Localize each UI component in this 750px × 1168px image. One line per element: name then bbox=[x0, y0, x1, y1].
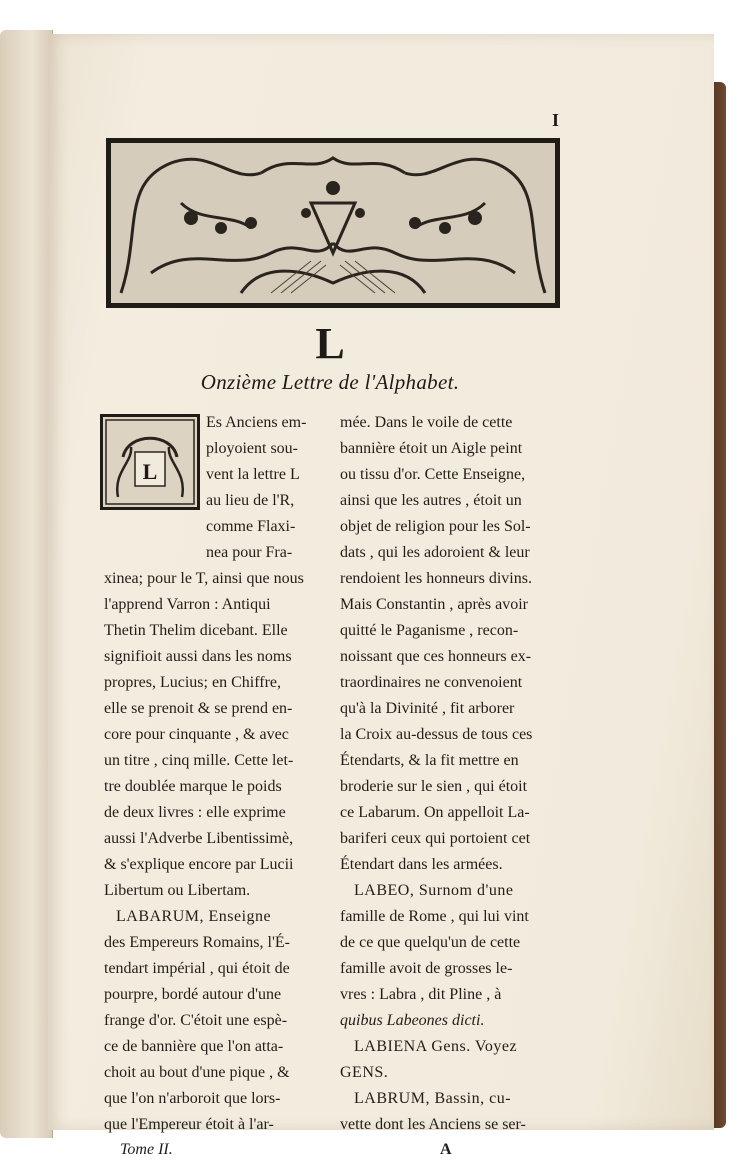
initial-letter: L bbox=[142, 459, 158, 484]
left-line-11: propres, Lucius; en Chiffre, bbox=[104, 674, 281, 691]
right-line-25: LABIENA Gens. Voyez bbox=[354, 1038, 518, 1055]
right-line-21: de ce que quelqu'un de cette bbox=[340, 934, 521, 951]
right-line-28: vette dont les Anciens se ser- bbox=[340, 1116, 526, 1133]
right-line-19: LABEO, Surnom d'une bbox=[354, 882, 514, 899]
left-line-23: pourpre, bordé autour d'une bbox=[104, 986, 282, 1003]
left-line-24: frange d'or. C'étoit une espè- bbox=[104, 1012, 288, 1029]
page-number: I bbox=[552, 110, 560, 130]
left-line-28: que l'Empereur étoit à l'ar- bbox=[104, 1116, 274, 1133]
signature-mark: A bbox=[440, 1141, 452, 1158]
left-line-18: & s'explique encore par Lucii bbox=[104, 856, 294, 873]
right-line-26: GENS. bbox=[340, 1064, 389, 1081]
right-line-10: noissant que ces honneurs ex- bbox=[340, 648, 532, 665]
left-line-6: nea pour Fra- bbox=[206, 544, 293, 561]
left-line-2: ployoient sou- bbox=[206, 440, 298, 457]
right-line-23: vres : Labra , dit Pline , à bbox=[340, 986, 502, 1003]
section-subtitle: Onzième Lettre de l'Alphabet. bbox=[200, 370, 460, 394]
right-line-15: broderie sur le sien , qui étoit bbox=[340, 778, 528, 795]
left-line-13: core pour cinquante , & avec bbox=[104, 726, 289, 743]
volume-footer: Tome II. bbox=[120, 1141, 173, 1158]
left-line-4: au lieu de l'R, bbox=[206, 492, 295, 509]
left-line-16: de deux livres : elle exprime bbox=[104, 804, 286, 821]
left-line-17: aussi l'Adverbe Libentissimè, bbox=[104, 830, 294, 847]
right-line-3: ou tissu d'or. Cette Enseigne, bbox=[340, 466, 526, 483]
right-line-8: Mais Constantin , après avoir bbox=[340, 596, 528, 613]
ornamental-headpiece bbox=[106, 138, 560, 308]
left-line-12: elle se prenoit & se prend en- bbox=[104, 700, 293, 717]
right-line-20: famille de Rome , qui lui vint bbox=[340, 908, 529, 925]
right-line-24: quibus Labeones dicti. bbox=[340, 1012, 485, 1029]
left-line-22: tendart impérial , qui étoit de bbox=[104, 960, 290, 977]
left-line-7: xinea; pour le T, ainsi que nous bbox=[104, 570, 304, 587]
headpiece-ornament-icon bbox=[111, 143, 555, 303]
right-line-1: mée. Dans le voile de cette bbox=[340, 414, 513, 431]
left-line-19: Libertum ou Libertam. bbox=[104, 882, 251, 899]
right-line-7: rendoient les honneurs divins. bbox=[340, 570, 532, 587]
left-line-10: signifioit aussi dans les noms bbox=[104, 648, 292, 665]
left-line-1: Es Anciens em- bbox=[206, 414, 307, 431]
right-line-4: ainsi que les autres , étoit un bbox=[340, 492, 522, 509]
right-line-16: ce Labarum. On appelloit La- bbox=[340, 804, 530, 821]
left-line-27: que l'on n'arboroit que lors- bbox=[104, 1090, 281, 1107]
left-line-5: comme Flaxi- bbox=[206, 518, 296, 535]
decorated-initial bbox=[100, 414, 200, 510]
right-line-5: objet de religion pour les Sol- bbox=[340, 518, 531, 535]
left-line-8: l'apprend Varron : Antiqui bbox=[104, 596, 271, 613]
right-line-13: la Croix au-dessus de tous ces bbox=[340, 726, 533, 743]
initial-ornament-icon bbox=[103, 417, 197, 507]
section-letter: L bbox=[315, 319, 345, 368]
right-line-2: bannière étoit un Aigle peint bbox=[340, 440, 523, 457]
right-line-18: Étendart dans les armées. bbox=[340, 856, 503, 873]
right-line-6: dats , qui les adoroient & leur bbox=[340, 544, 530, 561]
right-line-27: LABRUM, Bassin, cu- bbox=[354, 1090, 512, 1107]
left-line-21: des Empereurs Romains, l'É- bbox=[104, 934, 290, 951]
right-line-12: qu'à la Divinité , fit arborer bbox=[340, 700, 515, 717]
left-page-edge bbox=[0, 30, 53, 1138]
left-line-25: ce de bannière que l'on atta- bbox=[104, 1038, 284, 1055]
right-line-17: bariferi ceux qui portoient cet bbox=[340, 830, 531, 847]
left-line-9: Thetin Thelim dicebant. Elle bbox=[104, 622, 288, 639]
right-line-9: quitté le Paganisme , recon- bbox=[340, 622, 519, 639]
left-line-20: LABARUM, Enseigne bbox=[116, 908, 272, 925]
right-line-11: traordinaires ne convenoient bbox=[340, 674, 523, 691]
right-line-14: Étendarts, & la fit mettre en bbox=[340, 752, 519, 769]
left-line-14: un titre , cinq mille. Cette let- bbox=[104, 752, 294, 769]
left-line-15: tre doublée marque le poids bbox=[104, 778, 282, 795]
left-line-3: vent la lettre L bbox=[206, 466, 300, 483]
right-line-22: famille avoit de grosses le- bbox=[340, 960, 513, 977]
left-line-26: choit au bout d'une pique , & bbox=[104, 1064, 290, 1081]
